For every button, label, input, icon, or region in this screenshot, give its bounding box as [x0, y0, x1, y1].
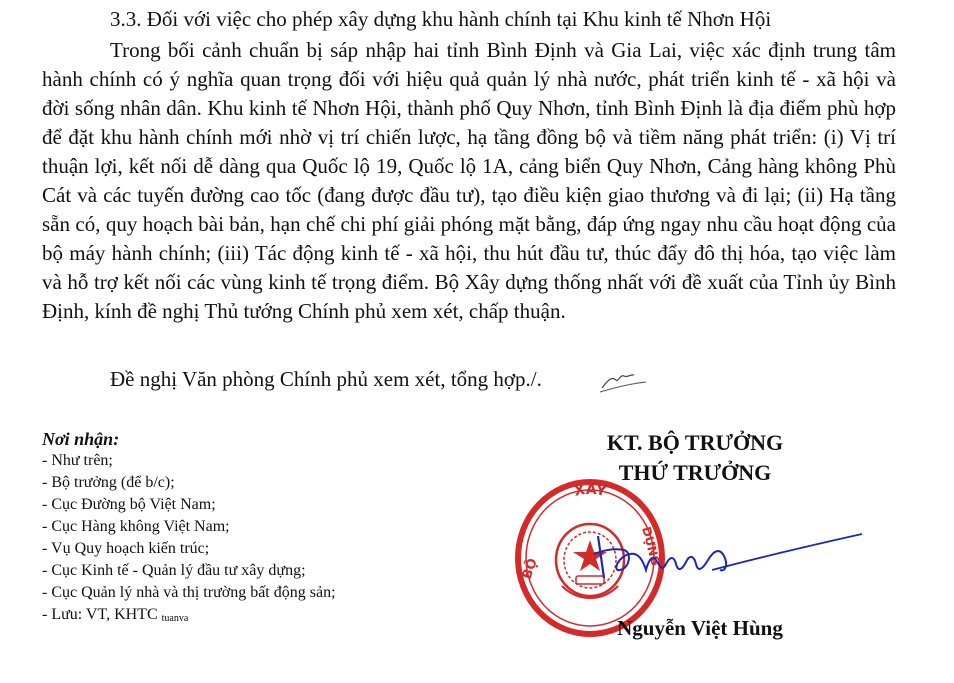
initial-mark-icon: [598, 366, 648, 394]
archive-label: - Lưu: VT, KHTC: [42, 606, 158, 623]
list-item: - Cục Hàng không Việt Nam;: [42, 518, 230, 535]
body-paragraph: Trong bối cảnh chuẩn bị sáp nhập hai tỉnh Bình Định và Gia Lai, việc xác định trung tâm hành chính có ý nghĩa quan trọng đối với hiệu quả quản lý nhà nước, phát triển kinh tế - xã hội và đời sống nhân dân. Khu kinh tế Nhơn Hội, thành phố Quy Nhơn, tỉnh Bình Định là địa điểm phù hợp để đặt khu hành chính mới nhờ vị trí chiến lược, hạ tầng đồng bộ và tiềm năng phát triển: (i) Vị trí thuận lợi, kết nối dễ dàng qua Quốc lộ 19, Quốc lộ 1A, cảng biển Quy Nhơn, Cảng hàng không Phù Cát và các tuyến đường cao tốc (đang được đầu tư), tạo điều kiện giao thương và đi lại; (ii) Hạ tầng sẵn có, quy hoạch bài bản, hạn chế chi phí giải phóng mặt bằng, đáp ứng ngay nhu cầu hoạt động của bộ máy hành chính; (iii) Tác động kinh tế - xã hội, thu hút đầu tư, thúc đẩy đô thị hóa, tạo việc làm và hỗ trợ kết nối các vùng kinh tế trọng điểm. Bộ Xây dựng thống nhất với đề xuất của Tỉnh ủy Bình Định, kính đề nghị Thủ tướng Chính phủ xem xét, chấp thuận.: [42, 38, 896, 323]
list-item-archive: [42, 604, 462, 630]
seal-ring-text-right: DỰNG: [639, 525, 663, 568]
list-item: - Bộ trưởng (để b/c);: [42, 474, 175, 491]
list-item: - Cục Đường bộ Việt Nam;: [42, 496, 216, 513]
closing-line: Đề nghị Văn phòng Chính phủ xem xét, tổng hợp./.: [110, 367, 542, 391]
signature-title: [560, 428, 830, 488]
signer-name: Nguyễn Việt Hùng: [617, 616, 783, 640]
section-heading: 3.3. Đối với việc cho phép xây dựng khu hành chính tại Khu kinh tế Nhơn Hội: [110, 7, 772, 31]
recipients-block: [42, 428, 462, 630]
seal-ring-text-left: BỘ: [519, 556, 541, 582]
list-item: - Vụ Quy hoạch kiến trúc;: [42, 540, 210, 557]
list-item: - Cục Kinh tế - Quản lý đầu tư xây dựng;: [42, 562, 306, 579]
recipients-title: Nơi nhận:: [42, 429, 120, 449]
handwritten-signature-icon: [590, 520, 870, 590]
recipients-list: [42, 450, 462, 630]
list-item: - Cục Quản lý nhà và thị trường bất động sản;: [42, 584, 336, 601]
list-item: - Như trên;: [42, 452, 113, 469]
signature-title-line1: KT. BỘ TRƯỞNG: [606, 430, 784, 455]
signature-title-line2: THỨ TRƯỞNG: [618, 460, 772, 485]
archive-tag: tuanva: [161, 613, 189, 624]
seal-ring-text-top: XÂY: [572, 481, 608, 500]
